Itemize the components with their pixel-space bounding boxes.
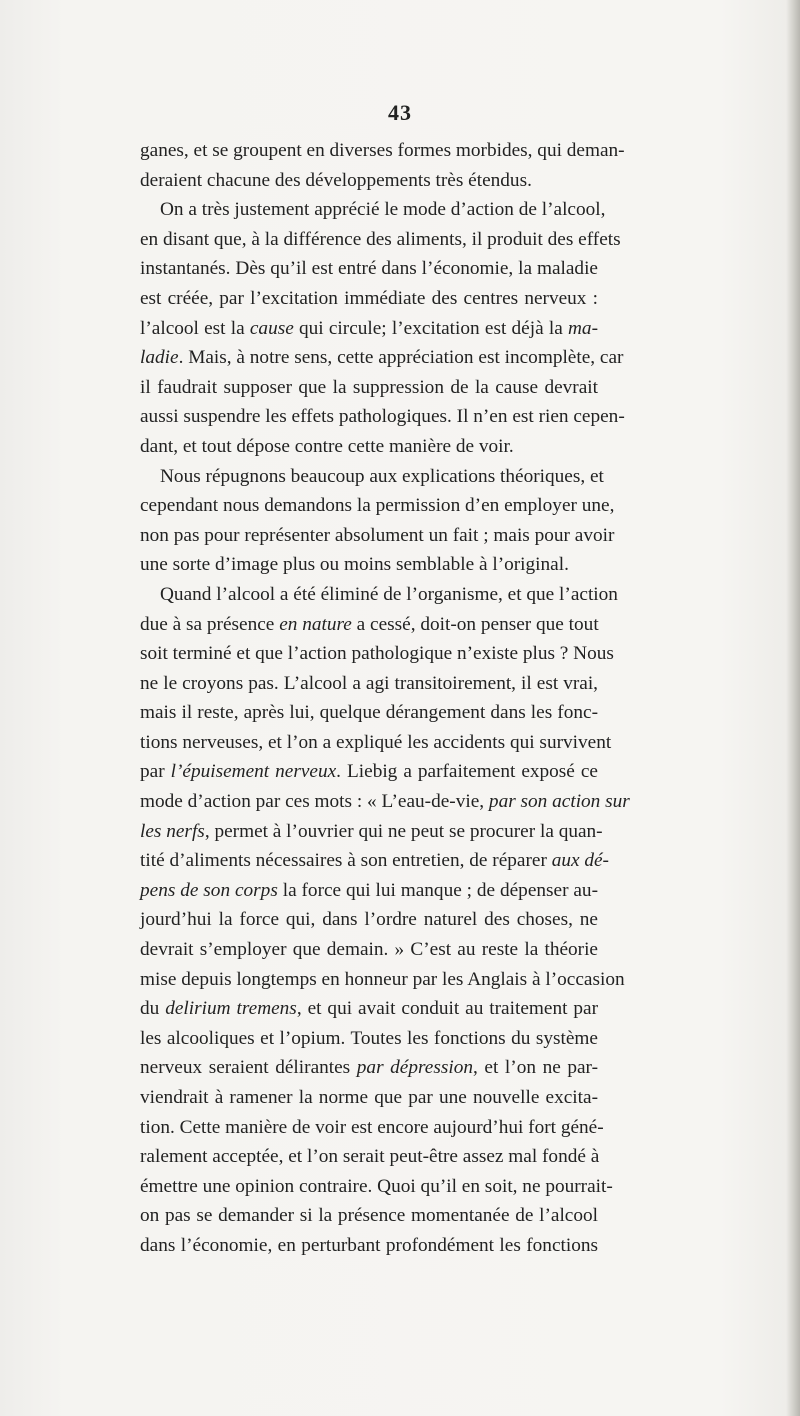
italic-text: aux dé-: [551, 850, 609, 872]
page-binding-shadow: [786, 0, 800, 1416]
text-line: [140, 314, 598, 344]
italic-text: ladie: [140, 347, 179, 369]
italic-text: ma-: [568, 317, 598, 339]
text-line: [140, 610, 598, 640]
text-line: tions nerveuses, et l’on a expliqué les accidents qui survivent: [140, 731, 612, 753]
italic-text: par dépression: [356, 1057, 473, 1079]
text-line: ganes, et se groupent en diverses formes morbides, qui deman-: [140, 140, 625, 161]
text-line: est créée, par l’excitation immédiate des centres nerveux :: [140, 287, 598, 309]
italic-text: les nerfs: [140, 820, 205, 842]
text-line: les alcooliques et l’opium. Toutes les fonctions du système: [140, 1027, 598, 1049]
text-line: ralement acceptée, et l’on serait peut-être assez mal fondé à: [140, 1146, 600, 1168]
italic-text: cause: [249, 317, 294, 339]
text-line: dans l’économie, en perturbant profondément les fonctions: [140, 1234, 598, 1256]
italic-text: delirium tremens: [165, 998, 297, 1020]
text-line: tion. Cette manière de voir est encore aujourd’hui fort géné-: [140, 1116, 604, 1138]
text-line: ne le croyons pas. L’alcool a agi transitoirement, il est vrai,: [140, 672, 598, 694]
text-line: instantanés. Dès qu’il est entré dans l’économie, la maladie: [140, 258, 598, 280]
body-text: [140, 136, 630, 1261]
text-span: l’alcool est la: [140, 317, 250, 339]
text-line: dant, et tout dépose contre cette manière de voir.: [140, 435, 514, 457]
text-line: [140, 876, 598, 906]
text-line: soit terminé et que l’action pathologique n’existe plus ? Nous: [140, 643, 614, 665]
text-span: mode d’action par ces mots : « L’eau-de-vie,: [140, 791, 489, 813]
text-line: on pas se demander si la présence momentanée de l’alcool: [140, 1205, 598, 1227]
italic-text: pens de son corps: [140, 879, 278, 901]
text-line: émettre une opinion contraire. Quoi qu’il en soit, ne pourrait-: [140, 1175, 613, 1197]
text-span: , permet à l’ouvrier qui ne peut se procurer la quan-: [204, 820, 603, 842]
text-line: Nous répugnons beaucoup aux explications théoriques, et: [160, 465, 604, 487]
text-span: tité d’aliments nécessaires à son entretien, de réparer: [140, 850, 552, 872]
text-line: Quand l’alcool a été éliminé de l’organisme, et que l’action: [160, 583, 618, 605]
text-line: [140, 994, 598, 1024]
text-line: [140, 817, 603, 847]
text-span: du: [140, 998, 166, 1020]
text-line: une sorte d’image plus ou moins semblable à l’original.: [140, 554, 569, 576]
text-line: On a très justement apprécié le mode d’action de l’alcool,: [160, 199, 606, 221]
text-line: [140, 846, 609, 876]
text-span: . Liebig a parfaitement exposé ce: [336, 761, 598, 783]
text-line: jourd’hui la force qui, dans l’ordre naturel des choses, ne: [140, 909, 598, 931]
text-line: mais il reste, après lui, quelque dérangement dans les fonc-: [140, 702, 598, 724]
text-line: devrait s’employer que demain. » C’est au reste la théorie: [140, 939, 598, 961]
text-span: . Mais, à notre sens, cette appréciation est incomplète, car: [178, 347, 624, 369]
text-line: [140, 787, 630, 817]
text-line: en disant que, à la différence des aliments, il produit des effets: [140, 228, 621, 250]
text-line: mise depuis longtemps en honneur par les Anglais à l’occasion: [140, 968, 625, 990]
text-span: a cessé, doit-on penser que tout: [351, 613, 599, 635]
text-span: par: [140, 761, 171, 783]
text-span: , et qui avait conduit au traitement par: [296, 998, 598, 1020]
text-span: due à sa présence: [140, 613, 280, 635]
text-line: il faudrait supposer que la suppression de la cause devrait: [140, 376, 598, 398]
italic-text: par son action sur: [488, 791, 630, 813]
text-line: [140, 1053, 598, 1083]
text-line: [140, 343, 624, 373]
text-line: cependant nous demandons la permission d’en employer une,: [140, 495, 615, 517]
text-line: deraient chacune des développements très étendus.: [140, 169, 532, 191]
text-span: , et l’on ne par-: [473, 1057, 599, 1079]
text-span: la force qui lui manque ; de dépenser au-: [277, 879, 598, 901]
italic-text: en nature: [279, 613, 352, 635]
text-span: qui circule; l’excitation est déjà la: [293, 317, 568, 339]
text-line: [140, 757, 598, 787]
text-line: non pas pour représenter absolument un fait ; mais pour avoir: [140, 524, 615, 546]
italic-text: l’épuisement nerveux: [170, 761, 337, 783]
text-line: viendrait à ramener la norme que par une nouvelle excita-: [140, 1087, 598, 1108]
text-span: nerveux seraient délirantes: [140, 1057, 357, 1079]
text-line: aussi suspendre les effets pathologiques. Il n’en est rien cepen-: [140, 406, 625, 428]
page-number: 43: [388, 100, 412, 125]
